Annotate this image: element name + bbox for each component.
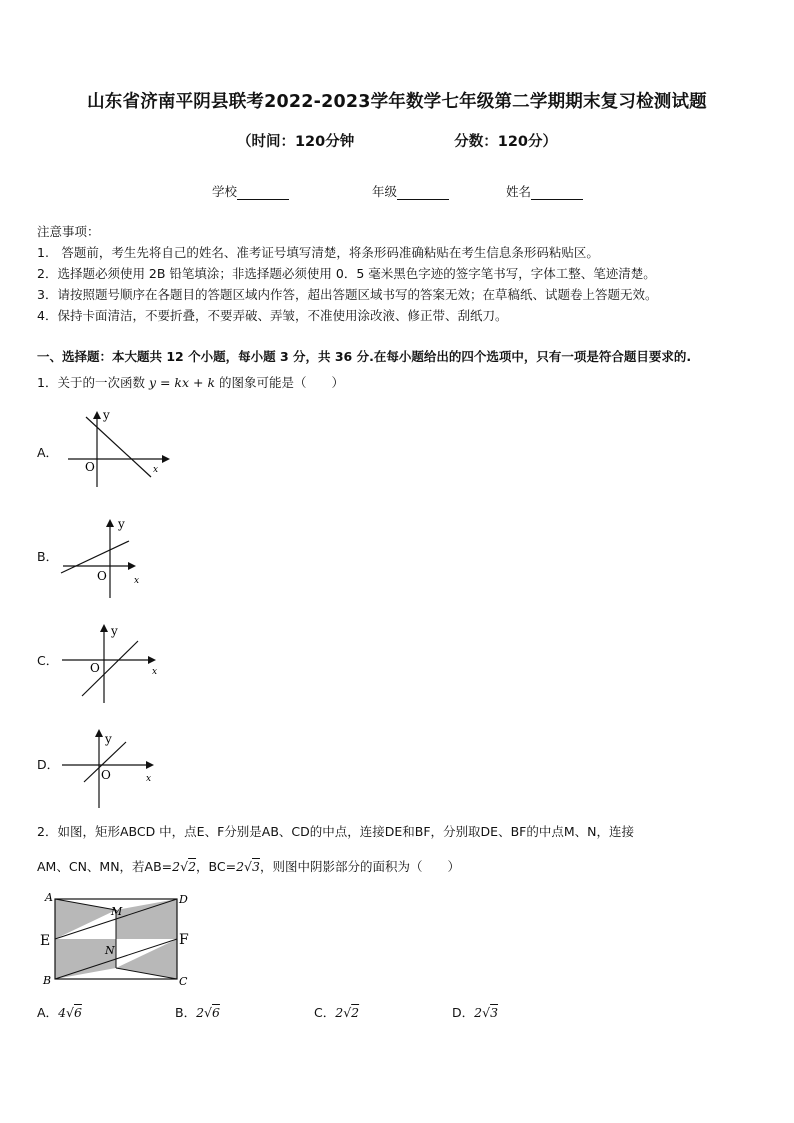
exam-score: 分数：120分） <box>454 134 558 150</box>
y-axis-label: y <box>105 732 112 746</box>
q2-choice-a: A．4√6 <box>37 1005 82 1020</box>
exam-time: （时间：120分钟 <box>236 134 355 150</box>
shaded-region-m <box>116 899 177 939</box>
label-e: E <box>40 933 51 949</box>
q1-option-c-graph <box>58 620 168 705</box>
label-d: D <box>179 893 188 906</box>
note-item: 2．选择题必须使用 2B 铅笔填涂；非选择题必须使用 0．5 毫米黑色字迹的签字笔书写，字体工整、笔迹清楚。 <box>37 266 656 281</box>
page-title: 山东省济南平阴县联考2022-2023学年数学七年级第二学期期末复习检测试题 <box>87 92 707 112</box>
name-blank <box>531 187 583 200</box>
q1-option-d-graph <box>58 725 168 810</box>
grade-blank <box>397 187 449 200</box>
school-blank <box>237 187 289 200</box>
origin-label: O <box>101 768 111 782</box>
origin-label: O <box>85 460 95 474</box>
x-axis-label: x <box>146 774 152 784</box>
name-label: 姓名 <box>506 184 532 199</box>
q1-option-b-label: B． <box>37 549 59 564</box>
note-item: 3．请按照题号顺序在各题目的答题区域内作答，超出答题区域书写的答案无效；在草稿纸、试题卷上答题无效。 <box>37 287 658 302</box>
q1-formula: y = kx + k <box>148 375 216 390</box>
grade-label: 年级 <box>372 184 398 199</box>
label-m: M <box>111 905 123 918</box>
label-f: F <box>179 932 189 948</box>
y-axis-label: y <box>111 624 118 638</box>
origin-label: O <box>90 661 100 675</box>
rectangle-figure <box>34 890 199 990</box>
q2-choice-b: B．2√6 <box>175 1005 220 1020</box>
label-n: N <box>105 944 115 957</box>
q1-suffix: 的图象可能是（ ） <box>219 375 345 390</box>
q2-text-c: ，则图中阴影部分的面积为（ ） <box>259 859 460 874</box>
x-axis-label: x <box>152 667 158 677</box>
q1-option-a-label: A． <box>37 445 59 460</box>
bc-value: 2√3 <box>236 859 260 874</box>
notes-heading: 注意事项： <box>37 224 100 239</box>
section-heading: 一、选择题：本大题共 12 个小题，每小题 3 分，共 36 分.在每小题给出的四个选项中，只有一项是符合题目要求的. <box>37 349 692 364</box>
y-axis-label: y <box>103 408 110 422</box>
q2-text-b: ，BC= <box>196 859 237 874</box>
q1-option-b-graph <box>55 515 155 600</box>
label-a: A <box>45 891 53 904</box>
q1-option-d-label: D． <box>37 757 60 772</box>
y-axis-label: y <box>118 517 125 531</box>
question-2-line-1: 2．如图，矩形ABCD 中，点E、F分别是AB、CD的中点，连接DE和BF，分别取DE、BF的中点M、N，连接 <box>37 824 634 839</box>
label-b: B <box>43 974 52 987</box>
q2-text-a: AM、CN、MN，若AB= <box>37 859 173 874</box>
origin-label: O <box>97 569 107 583</box>
ab-value: 2√2 <box>172 859 197 874</box>
note-item: 4．保持卡面清洁，不要折叠，不要弄破、弄皱，不准使用涂改液、修正带、刮纸刀。 <box>37 308 508 323</box>
name-field <box>506 182 583 200</box>
question-2-line-2 <box>37 857 460 875</box>
x-axis-label: x <box>134 576 140 586</box>
q2-choice-c: C．2√2 <box>314 1005 360 1020</box>
school-field <box>212 182 289 200</box>
school-label: 学校 <box>212 184 238 199</box>
grade-field <box>372 182 449 200</box>
exam-meta <box>0 130 794 151</box>
x-axis-label: x <box>153 465 159 475</box>
q1-option-c-label: C． <box>37 653 59 668</box>
question-1 <box>37 373 344 391</box>
q1-prefix: 1．关于的一次函数 <box>37 375 145 390</box>
q2-choice-d: D．2√3 <box>452 1005 499 1020</box>
q1-option-a-graph <box>60 405 175 490</box>
note-item: 1. 答题前，考生先将自己的姓名、准考证号填写清楚，将条形码准确粘贴在考生信息条形码粘贴区。 <box>37 245 599 260</box>
label-c: C <box>179 975 188 988</box>
